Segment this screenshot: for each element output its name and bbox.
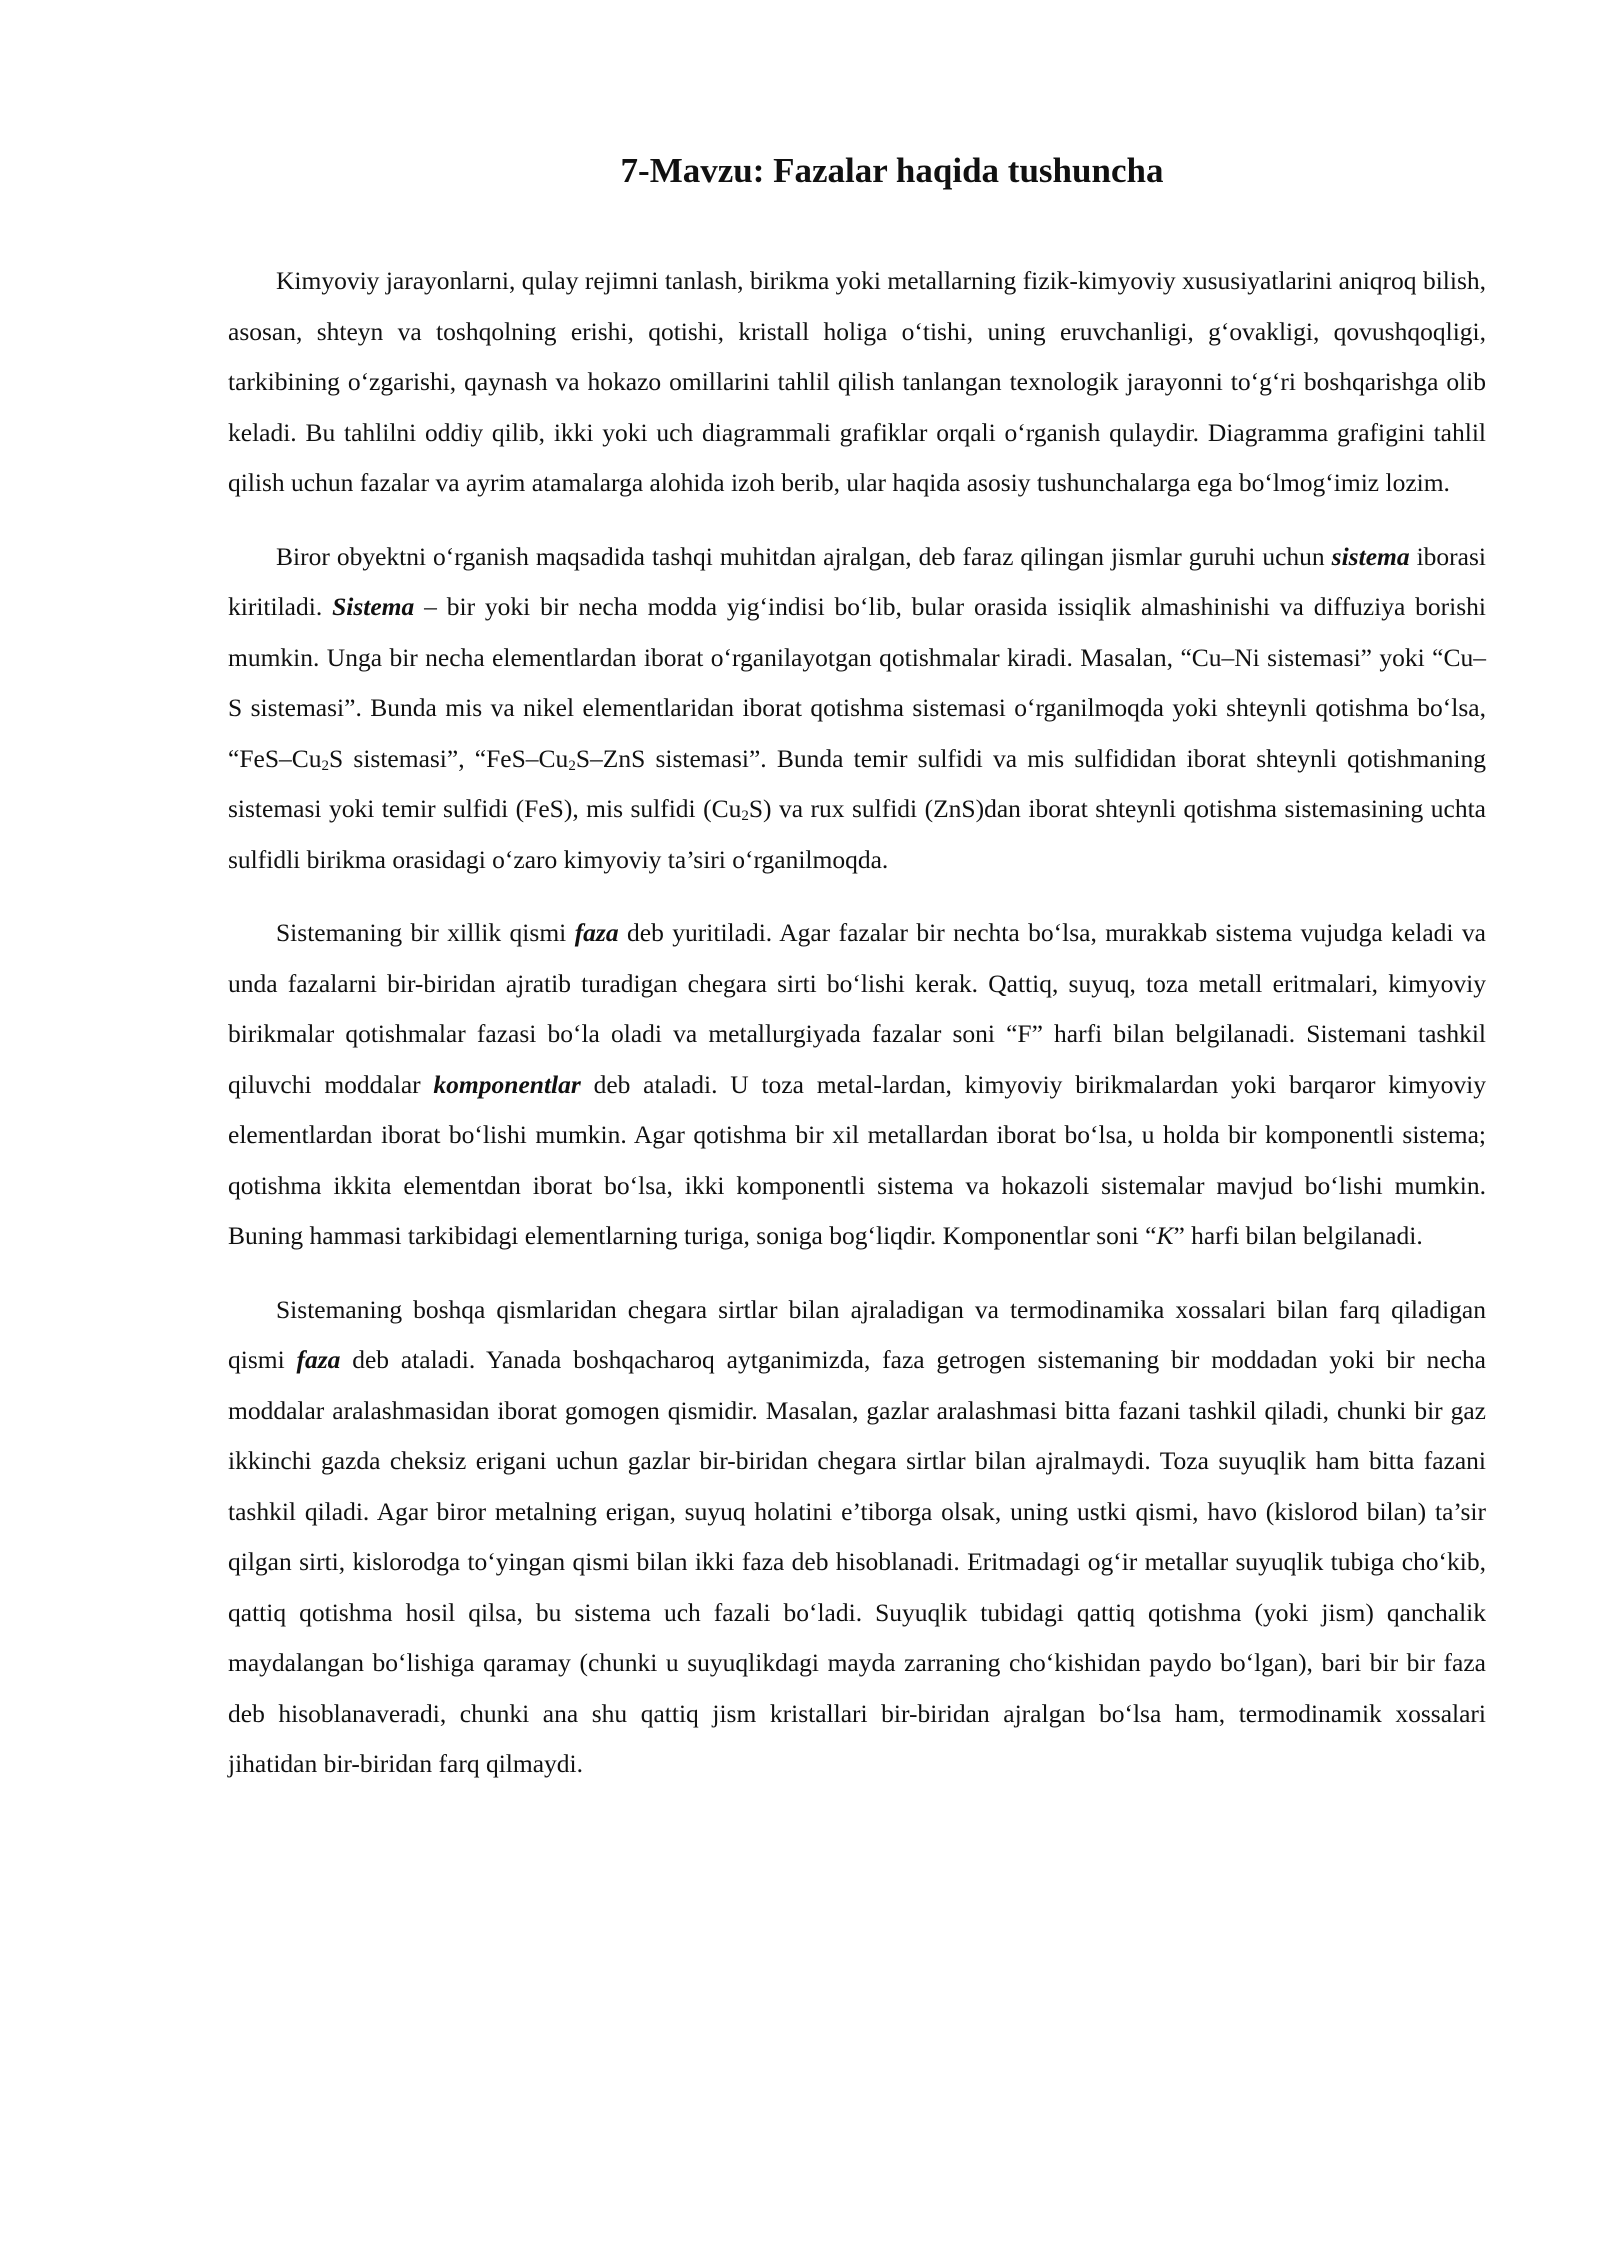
text-run: deb ataladi. U toza metal-lardan, kimyoviy birikmalardan yoki barqaror kimyoviy elementlardan iborat bo‘lishi mumkin. Agar qotishma bir xil metallardan iborat bo‘lsa, u holda bir komponentli sistema; qotishma ikkita elementdan iborat bo‘lsa, ikki komponentli sistema va hokazoli sistemalar mavjud bo‘lishi mumkin. Buning hammasi tarkibidagi elementlarning turiga, soniga bog‘liqdir. Komponentlar soni “ [228, 1069, 1486, 1250]
symbol-k: K [1156, 1221, 1174, 1250]
paragraph-faza-definition [228, 1285, 1486, 1790]
paragraph-sistema [228, 532, 1486, 886]
term-sistema: sistema [1331, 541, 1410, 571]
text-run: Biror obyektni o‘rganish maqsadida tashqi muhitdan ajralgan, deb faraz qilingan jismlar guruhi uchun [276, 541, 1332, 571]
document-page [228, 150, 1486, 1813]
text-run: S sistemasi”, “FeS–Cu [329, 743, 569, 773]
text-run: deb yuritiladi. Agar fazalar bir nechta bo‘lsa, murakkab sistema vujudga keladi va unda fazalarni bir-biridan ajratib turadigan chegara sirti bo‘lishi kerak. Qattiq, suyuq, toza metall eritmalari, kimyoviy birikmalar qotishmalar fazasi bo‘la oladi va metallurgiyada fazalar soni “F” harfi bilan belgilanadi. Sistemani tashkil qiluvchi moddalar [228, 918, 1486, 1099]
subscript: 2 [321, 757, 330, 774]
text-run: iborasi kiritiladi. [228, 541, 1486, 621]
term-faza: faza [296, 1345, 341, 1374]
term-faza: faza [574, 918, 619, 947]
page-title: 7-Mavzu: Fazalar haqida tushuncha [620, 151, 1164, 190]
subscript: 2 [741, 808, 749, 824]
term-komponentlar: komponentlar [433, 1069, 581, 1099]
text-run: S–ZnS sistemasi”. Bunda temir sulfidi va mis sulfididan iborat shteynli qotishmaning sistemasi yoki temir sulfidi (FeS), mis sulfidi (Cu [228, 743, 1486, 823]
text-run: deb ataladi. Yanada boshqacharoq aytganimizda, faza getrogen sistemaning bir moddadan yoki bir necha moddalar aralashmasidan iborat gomogen qismidir. Masalan, gazlar aralashmasi bitta fazani tashkil qiladi, chunki bir gaz ikkinchi gazda cheksiz erigani uchun gazlar bir-biridan chegara sirtlar bilan ajralmaydi. Toza suyuqlik ham bitta fazani tashkil qiladi. Agar biror metalning erigan, suyuq holatini e’tiborga olsak, uning ustki qismi, havo (kislorod bilan) ta’sir qilgan sirti, kislorodga to‘yingan qismi bilan ikki faza deb hisoblanadi. Eritmadagi og‘ir metallar suyuqlik tubiga cho‘kib, qattiq qotishma hosil qilsa, bu sistema uch fazali bo‘ladi. Suyuqlik tubidagi qattiq qotishma (yoki jism) qanchalik maydalangan bo‘lishiga qaramay (chunki u suyuqlikdagi mayda zarraning cho‘kishidan paydo bo‘lgan), bari bir bir faza deb hisoblanaveradi, chunki ana shu qattiq jism kristallari bir-biridan ajralgan bo‘lsa ham, termodinamik xossalari jihatidan bir-biridan farq qilmaydi. [228, 1345, 1486, 1778]
paragraph-intro-text: Kimyoviy jarayonlarni, qulay rejimni tanlash, birikma yoki metallarning fizik-kimyoviy xususiyatlarini aniqroq bilish, asosan, shteyn va toshqolning erishi, qotishi, kristall holiga o‘tishi, uning eruvchanligi, g‘ovakligi, qovushqoqligi, tarkibining o‘zgarishi, qaynash va hokazo omillarini tahlil qilish tanlangan texnologik jarayonni to‘g‘ri boshqarishga olib keladi. Bu tahlilni oddiy qilib, ikki yoki uch diagrammali grafiklar orqali o‘rganish qulaydir. Diagramma grafigini tahlil qilish uchun fazalar va ayrim atamalarga alohida izoh berib, ular haqida asosiy tushunchalarga ega bo‘lmog‘imiz lozim. [228, 266, 1486, 497]
text-run: – bir yoki bir necha modda yig‘indisi bo‘lib, bular orasida issiqlik almashinishi va diffuziya borishi mumkin. Unga bir necha elementlardan iborat o‘rganilayotgan qotishmalar kiradi. Masalan, “Cu–Ni sistemasi” yoki “Cu–S sistemasi”. Bunda mis va nikel elementlaridan iborat qotishma sistemasi o‘rganilmoqda yoki shteynli qotishma bo‘lsa, “FeS–Cu [228, 592, 1486, 773]
term-sistema-definition: Sistema [332, 592, 415, 621]
subscript: 2 [568, 757, 576, 774]
paragraph-intro [228, 256, 1486, 509]
paragraph-faza-komponent [228, 908, 1486, 1262]
text-run: Sistemaning bir xillik qismi [276, 918, 575, 947]
text-run: S) va rux sulfidi (ZnS)dan iborat shteynli qotishma sistemasining uchta sulfidli birikma orasidagi o‘zaro kimyoviy ta’siri o‘rganilmoqda. [228, 794, 1486, 874]
text-run: ” harfi bilan belgilanadi. [1173, 1221, 1423, 1250]
text-run: Sistemaning boshqa qismlaridan chegara sirtlar bilan ajraladigan va termodinamika xossalari bilan farq qiladigan qismi [228, 1294, 1486, 1374]
